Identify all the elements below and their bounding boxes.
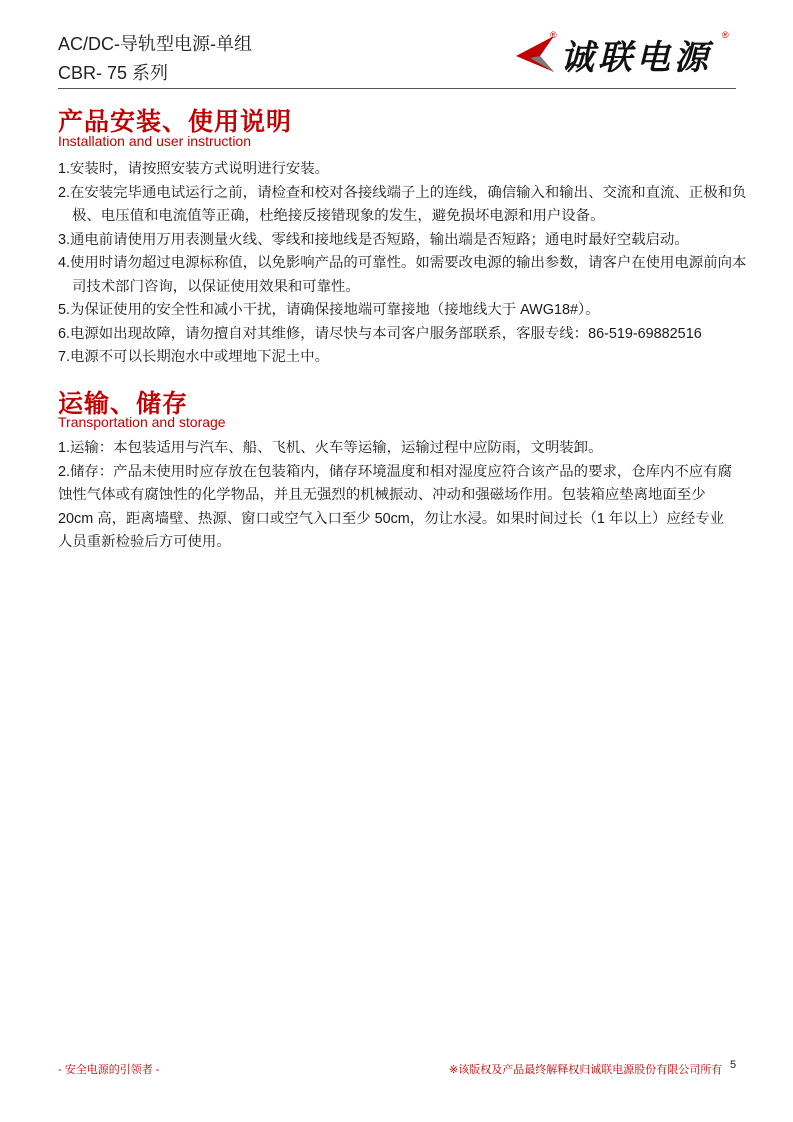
list-item: 6.电源如出现故障，请勿擅自对其维修，请尽快与本司客户服务部联系，客服专线：86-519-69882516 xyxy=(58,325,702,342)
list-item: 2.在安装完毕通电试运行之前，请检查和校对各接线端子上的连线，确信输入和输出、交流和直流、正极和负极、电压值和电流值等正确，杜绝接反接错现象的发生，避免损坏电源和用户设备。 xyxy=(58,184,747,224)
header-subtitle: CBR- 75 系列 xyxy=(58,63,169,83)
transport-title: 运输、储存 xyxy=(58,390,189,418)
registered-mark: ® xyxy=(550,30,557,40)
install-list xyxy=(58,158,748,370)
list-item: 7.电源不可以长期泡水中或埋地下泥土中。 xyxy=(58,349,330,365)
footer-copyright: ※该版权及产品最终解释权归诚联电源股份有限公司所有 xyxy=(449,1064,723,1076)
list-item: 5.为保证使用的安全性和减小干扰，请确保接地端可靠接地（接地线大于 AWG18#）。 xyxy=(58,302,600,318)
registered-mark-right: ® xyxy=(722,30,729,40)
header-title: AC/DC-导轨型电源-单组 xyxy=(58,34,252,54)
list-item: 2.储存：产品未使用时应存放在包装箱内，储存环境温度和相对湿度应符合该产品的要求，仓库内不应有腐蚀性气体或有腐蚀性的化学物品，并且无强烈的机械振动、冲动和强磁场作用。包装箱应垫离地面至少 20cm 高，距离墙壁、热源、窗口或空气入口至少 50cm，勿让水浸。如果时间过长（1 年以上）应经专业人员重新检验后方可使用。 xyxy=(58,463,732,550)
list-item: 3.通电前请使用万用表测量火线、零线和接地线是否短路，输出端是否短路；通电时最好空载启动。 xyxy=(58,231,689,248)
page-number: 5 xyxy=(730,1059,737,1071)
list-item: 4.使用时请勿超过电源标称值，以免影响产品的可靠性。如需要改电源的输出参数，请客户在使用电源前向本司技术部门咨询，以保证使用效果和可靠性。 xyxy=(58,255,747,295)
company-logo xyxy=(510,28,740,76)
install-subtitle: Installation and user instruction xyxy=(58,133,251,149)
header-divider xyxy=(58,88,736,89)
footer-slogan: - 安全电源的引领者 - xyxy=(58,1064,160,1076)
transport-subtitle: Transportation and storage xyxy=(58,414,226,430)
logo-text: 诚联电源 xyxy=(560,38,712,78)
list-item: 1.安装时，请按照安装方式说明进行安装。 xyxy=(58,161,330,177)
install-title: 产品安装、使用说明 xyxy=(58,108,293,136)
transport-list xyxy=(58,437,738,555)
list-item: 1.运输：本包装适用与汽车、船、飞机、火车等运输，运输过程中应防雨，文明装卸。 xyxy=(58,440,603,456)
